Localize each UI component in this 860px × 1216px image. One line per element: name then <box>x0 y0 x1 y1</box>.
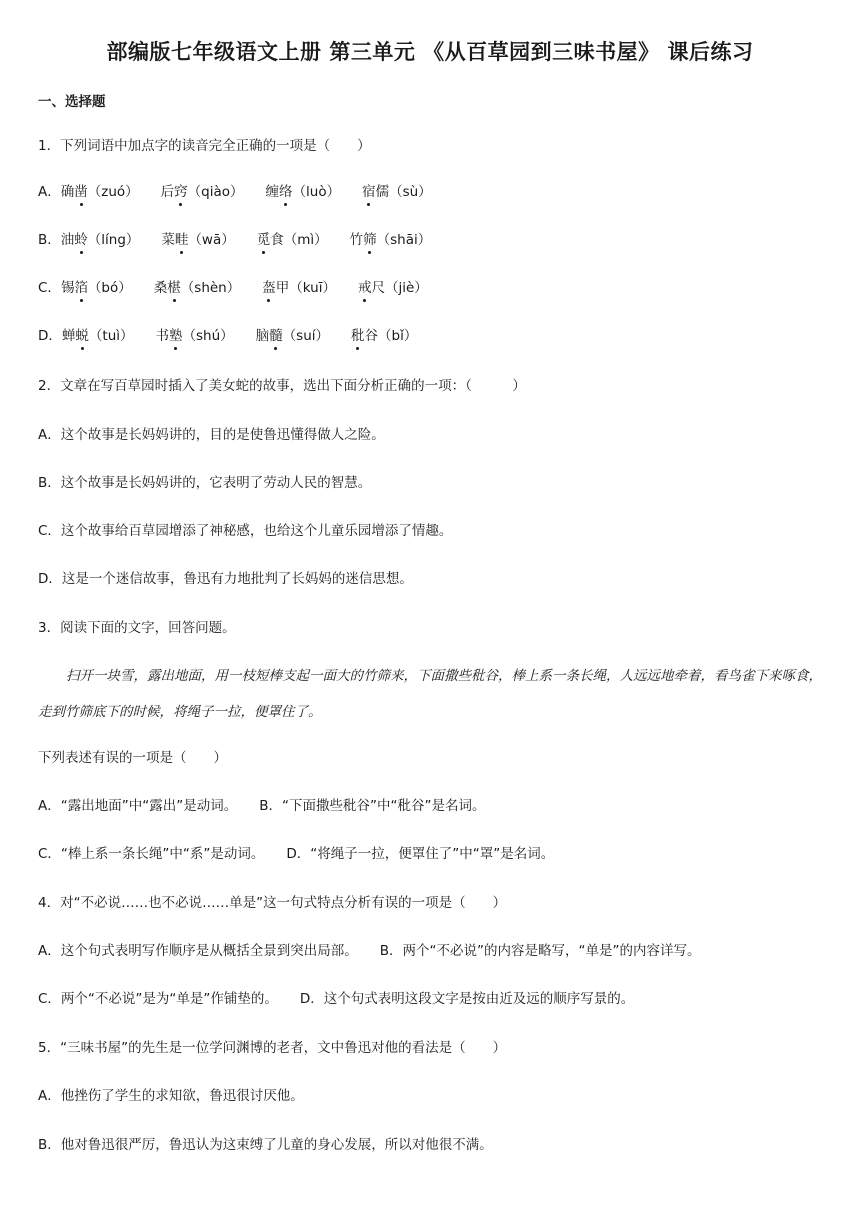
q4-options-ab <box>38 941 701 961</box>
q4-option-b: B．两个“不必说”的内容是略写，“单是”的内容详写。 <box>379 943 701 959</box>
option-prefix: B． <box>38 232 61 248</box>
q1-option-b <box>38 230 453 250</box>
q3-options-cd <box>38 844 554 864</box>
option-item: 盔甲（kuī） <box>262 280 336 296</box>
q2-option-a: A．这个故事是长妈妈讲的，目的是使鲁迅懂得做人之险。 <box>38 427 385 443</box>
q3-passage: 扫开一块雪，露出地面，用一枝短棒支起一面大的竹筛来，下面撒些秕谷，棒上系一条长绳，人远远地牵着，看鸟雀下来啄食，走到竹筛底下的时候，将绳子一拉，便罩住了。 <box>38 668 822 720</box>
option-item: 菜畦（wā） <box>161 232 235 248</box>
q4-option-c: C．两个“不必说”是为“单是”作铺垫的。 <box>38 991 278 1007</box>
q3-option-c: C．“棒上系一条长绳”中“系”是动词。 <box>38 846 265 862</box>
q2-option-d: D．这是一个迷信故事，鲁迅有力地批判了长妈妈的迷信思想。 <box>38 571 413 587</box>
option-item: 秕谷（bǐ） <box>351 328 418 344</box>
q3-option-d: D．“将绳子一拉，便罩住了”中“罩”是名词。 <box>286 846 555 862</box>
option-prefix: D． <box>38 328 62 344</box>
option-item: 蝉蜕（tuì） <box>61 328 134 344</box>
q5-stem: 5．“三味书屋”的先生是一位学问渊博的老者，文中鲁迅对他的看法是（ ） <box>38 1040 507 1056</box>
option-item: 宿儒（sù） <box>362 184 432 200</box>
page-title: 部编版七年级语文上册 第三单元 《从百草园到三味书屋》 课后练习 <box>106 40 754 64</box>
q4-option-d: D．这个句式表明这段文字是按由近及远的顺序写景的。 <box>299 991 635 1007</box>
option-item: 油蛉（líng） <box>60 232 140 248</box>
q2-option-c: C．这个故事给百草园增添了神秘感，也给这个儿童乐园增添了情趣。 <box>38 523 453 539</box>
q4-options-cd <box>38 989 634 1009</box>
option-item: 锡箔（bó） <box>60 280 132 296</box>
q2-stem: 2．文章在写百草园时插入了美女蛇的故事，选出下面分析正确的一项：（ ） <box>38 378 526 394</box>
option-item: 戒尺（jiè） <box>357 280 428 296</box>
option-item: 竹筛（shāi） <box>349 232 432 248</box>
option-prefix: A． <box>38 184 61 200</box>
q5-option-b: B．他对鲁迅很严厉，鲁迅认为这束缚了儿童的身心发展，所以对他很不满。 <box>38 1137 493 1153</box>
option-prefix: C． <box>38 280 61 296</box>
q1-option-a <box>38 182 454 202</box>
q3-option-a: A．“露出地面”中“露出”是动词。 <box>38 798 238 814</box>
q1-option-c <box>38 278 450 298</box>
q3-prompt: 下列表述有误的一项是（ ） <box>38 750 227 766</box>
option-item: 书塾（shú） <box>155 328 234 344</box>
option-item: 缠络（luò） <box>265 184 341 200</box>
q1-stem: 1．下列词语中加点字的读音完全正确的一项是（ ） <box>38 138 371 154</box>
option-item: 桑椹（shèn） <box>153 280 241 296</box>
q3-options-ab <box>38 796 485 816</box>
option-item: 后窍（qiào） <box>160 184 244 200</box>
q5-option-a: A．他挫伤了学生的求知欲，鲁迅很讨厌他。 <box>38 1088 304 1104</box>
q3-stem: 3．阅读下面的文字，回答问题。 <box>38 620 236 636</box>
q4-stem: 4．对“不必说……也不必说……单是”这一句式特点分析有误的一项是（ ） <box>38 895 507 911</box>
q3-option-b: B．“下面撒些秕谷”中“秕谷”是名词。 <box>259 798 486 814</box>
q4-option-a: A．这个句式表明写作顺序是从概括全景到突出局部。 <box>38 943 358 959</box>
q1-option-d <box>38 326 439 346</box>
option-item: 觅食（mì） <box>256 232 328 248</box>
q2-option-b: B．这个故事是长妈妈讲的，它表明了劳动人民的智慧。 <box>38 475 372 491</box>
section-heading: 一、选择题 <box>38 94 106 110</box>
option-item: 确凿（zuó） <box>60 184 139 200</box>
option-item: 脑髓（suí） <box>255 328 330 344</box>
